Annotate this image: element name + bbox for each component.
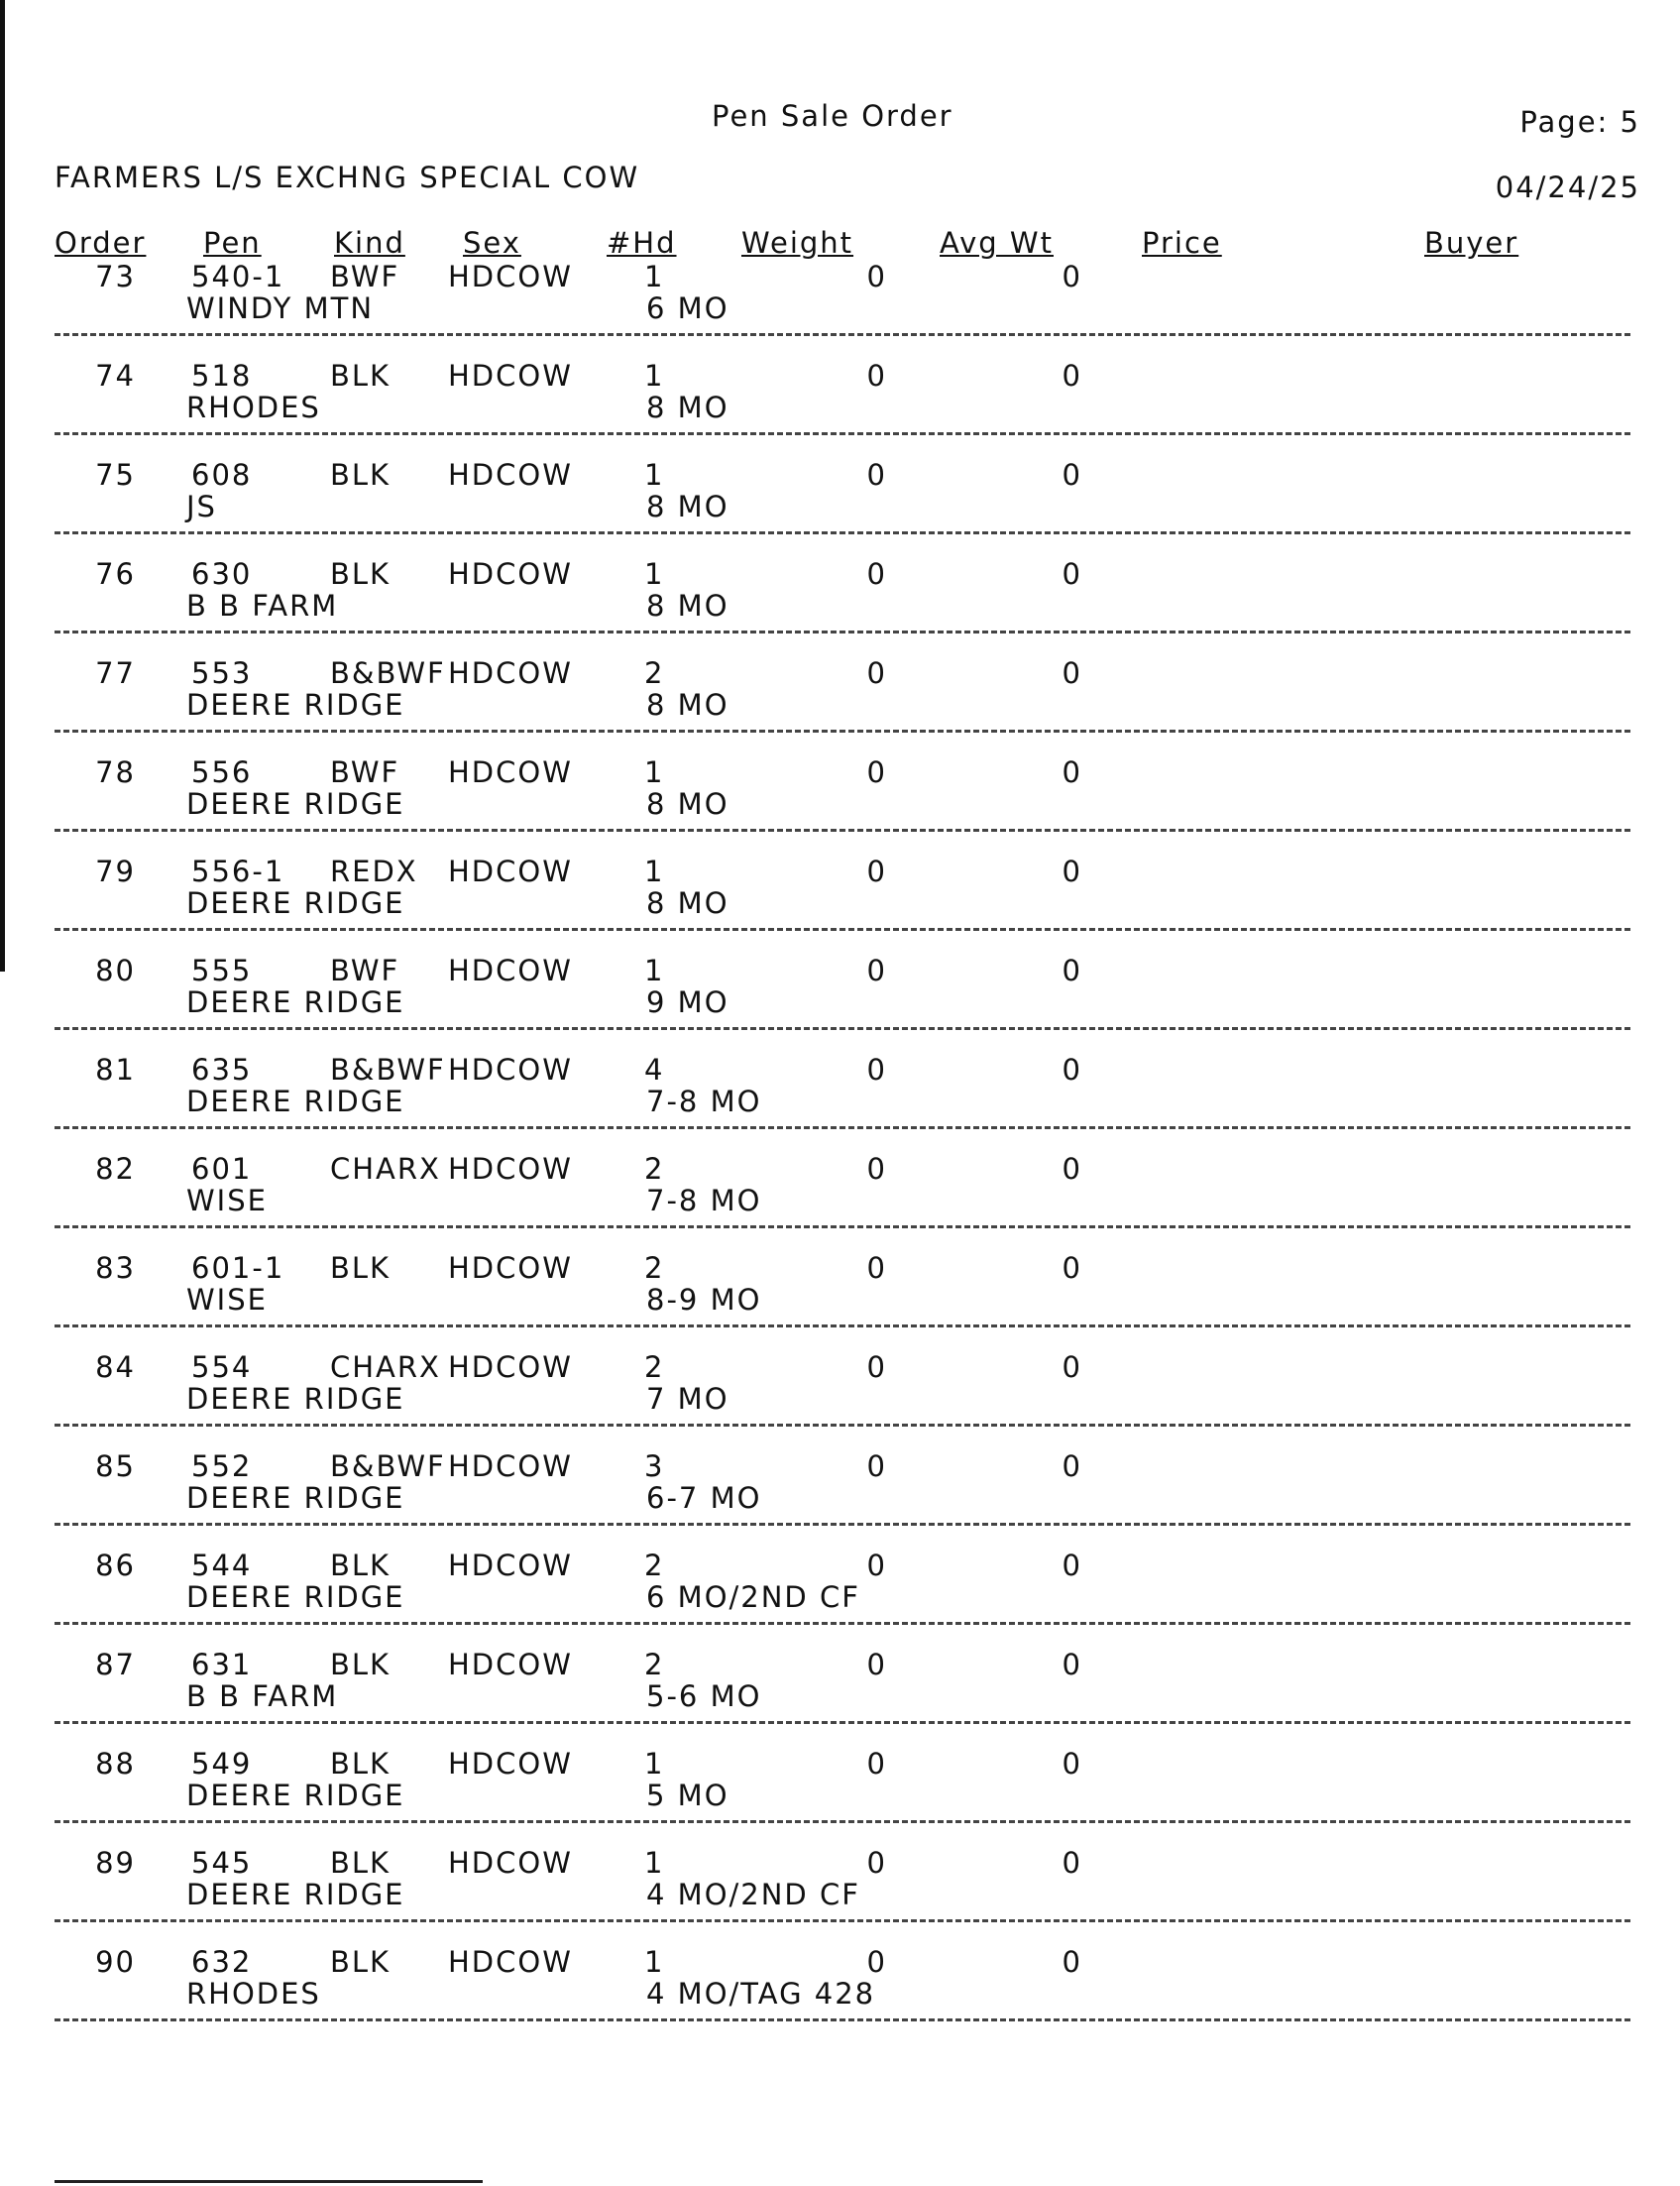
- column-header-pen: Pen: [203, 226, 262, 260]
- row-weight: 0: [866, 1449, 887, 1483]
- row-separator: [55, 1820, 1630, 1823]
- row-note: 4 MO/TAG 428: [646, 1977, 876, 2011]
- row-sex: HDCOW: [448, 1747, 573, 1781]
- row-seller: B B FARM: [186, 1679, 339, 1713]
- row-head-count: 2: [644, 1152, 665, 1186]
- row-avg-weight: 0: [1062, 1152, 1082, 1186]
- row-pen: 608: [191, 458, 253, 492]
- row-avg-weight: 0: [1062, 1648, 1082, 1681]
- row-weight: 0: [866, 1549, 887, 1582]
- row-pen: 540-1: [191, 260, 285, 293]
- row-note: 8 MO: [646, 886, 729, 920]
- row-head-count: 3: [644, 1449, 665, 1483]
- row-order: 90: [95, 1945, 136, 1979]
- row-note: 8 MO: [646, 787, 729, 821]
- table-row: [0, 1648, 1680, 1747]
- row-avg-weight: 0: [1062, 557, 1082, 591]
- row-avg-weight: 0: [1062, 656, 1082, 690]
- row-pen: 518: [191, 359, 253, 393]
- column-header-kind: Kind: [334, 226, 405, 260]
- row-weight: 0: [866, 359, 887, 393]
- row-kind: REDX: [330, 855, 418, 888]
- row-separator: [55, 1424, 1630, 1427]
- row-note: 5-6 MO: [646, 1679, 762, 1713]
- row-order: 74: [95, 359, 136, 393]
- row-pen: 630: [191, 557, 253, 591]
- row-seller: RHODES: [186, 391, 321, 424]
- row-separator: [55, 1126, 1630, 1129]
- row-separator: [55, 2018, 1630, 2021]
- row-avg-weight: 0: [1062, 755, 1082, 789]
- row-avg-weight: 0: [1062, 359, 1082, 393]
- row-head-count: 2: [644, 1549, 665, 1582]
- row-note: 8 MO: [646, 490, 729, 523]
- row-kind: BLK: [330, 458, 392, 492]
- row-pen: 556-1: [191, 855, 285, 888]
- row-head-count: 2: [644, 1648, 665, 1681]
- row-head-count: 1: [644, 359, 665, 393]
- report-title: Pen Sale Order: [712, 99, 953, 133]
- row-sex: HDCOW: [448, 1549, 573, 1582]
- row-pen: 549: [191, 1747, 253, 1781]
- row-kind: B&BWF: [330, 1449, 446, 1483]
- column-header-head-count: #Hd: [607, 226, 677, 260]
- table-row: [0, 1053, 1680, 1152]
- row-separator: [55, 730, 1630, 733]
- row-order: 80: [95, 954, 136, 987]
- row-separator: [55, 1622, 1630, 1625]
- row-head-count: 2: [644, 656, 665, 690]
- column-header-price: Price: [1142, 226, 1222, 260]
- row-order: 86: [95, 1549, 136, 1582]
- row-note: 9 MO: [646, 985, 729, 1019]
- row-seller: WISE: [186, 1283, 268, 1317]
- row-sex: HDCOW: [448, 458, 573, 492]
- row-avg-weight: 0: [1062, 1350, 1082, 1384]
- row-sex: HDCOW: [448, 1846, 573, 1880]
- row-pen: 632: [191, 1945, 253, 1979]
- row-order: 84: [95, 1350, 136, 1384]
- row-sex: HDCOW: [448, 656, 573, 690]
- row-note: 7-8 MO: [646, 1085, 762, 1118]
- table-row: [0, 656, 1680, 755]
- row-avg-weight: 0: [1062, 1945, 1082, 1979]
- row-weight: 0: [866, 1945, 887, 1979]
- table-row: [0, 1152, 1680, 1251]
- row-order: 87: [95, 1648, 136, 1681]
- row-separator: [55, 1225, 1630, 1228]
- row-weight: 0: [866, 260, 887, 293]
- row-seller: DEERE RIDGE: [186, 886, 405, 920]
- row-avg-weight: 0: [1062, 1747, 1082, 1781]
- table-row: [0, 1846, 1680, 1945]
- row-separator: [55, 432, 1630, 435]
- column-header-order: Order: [55, 226, 147, 260]
- row-separator: [55, 531, 1630, 534]
- table-row: [0, 1747, 1680, 1846]
- row-pen: 553: [191, 656, 253, 690]
- row-sex: HDCOW: [448, 1251, 573, 1285]
- row-pen: 555: [191, 954, 253, 987]
- row-sex: HDCOW: [448, 954, 573, 987]
- table-row: [0, 1251, 1680, 1350]
- row-head-count: 1: [644, 954, 665, 987]
- row-separator: [55, 1027, 1630, 1030]
- row-note: 6 MO: [646, 291, 729, 325]
- row-order: 73: [95, 260, 136, 293]
- row-weight: 0: [866, 755, 887, 789]
- row-kind: BLK: [330, 557, 392, 591]
- row-pen: 631: [191, 1648, 253, 1681]
- row-sex: HDCOW: [448, 1449, 573, 1483]
- row-order: 79: [95, 855, 136, 888]
- row-pen: 601: [191, 1152, 253, 1186]
- table-row: [0, 1449, 1680, 1549]
- row-head-count: 1: [644, 458, 665, 492]
- row-kind: BLK: [330, 1846, 392, 1880]
- row-head-count: 2: [644, 1350, 665, 1384]
- row-pen: 545: [191, 1846, 253, 1880]
- row-separator: [55, 631, 1630, 633]
- row-separator: [55, 1324, 1630, 1327]
- row-seller: DEERE RIDGE: [186, 1779, 405, 1812]
- row-avg-weight: 0: [1062, 1053, 1082, 1087]
- row-avg-weight: 0: [1062, 1549, 1082, 1582]
- row-order: 78: [95, 755, 136, 789]
- row-weight: 0: [866, 1053, 887, 1087]
- table-row: [0, 458, 1680, 557]
- row-avg-weight: 0: [1062, 954, 1082, 987]
- row-separator: [55, 333, 1630, 336]
- table-row: [0, 755, 1680, 855]
- row-avg-weight: 0: [1062, 855, 1082, 888]
- row-pen: 635: [191, 1053, 253, 1087]
- row-weight: 0: [866, 656, 887, 690]
- row-head-count: 1: [644, 855, 665, 888]
- row-head-count: 1: [644, 1747, 665, 1781]
- row-order: 81: [95, 1053, 136, 1087]
- row-seller: DEERE RIDGE: [186, 1382, 405, 1416]
- row-order: 75: [95, 458, 136, 492]
- row-separator: [55, 1523, 1630, 1526]
- row-weight: 0: [866, 855, 887, 888]
- row-kind: CHARX: [330, 1152, 441, 1186]
- row-kind: B&BWF: [330, 656, 446, 690]
- row-head-count: 1: [644, 1846, 665, 1880]
- row-note: 7 MO: [646, 1382, 729, 1416]
- row-note: 4 MO/2ND CF: [646, 1878, 860, 1911]
- table-row: [0, 1945, 1680, 2044]
- row-head-count: 1: [644, 557, 665, 591]
- row-kind: BWF: [330, 954, 400, 987]
- row-sex: HDCOW: [448, 1945, 573, 1979]
- row-separator: [55, 1721, 1630, 1724]
- row-head-count: 1: [644, 1945, 665, 1979]
- row-avg-weight: 0: [1062, 260, 1082, 293]
- row-kind: BLK: [330, 1945, 392, 1979]
- row-seller: RHODES: [186, 1977, 321, 2011]
- row-weight: 0: [866, 1350, 887, 1384]
- row-pen: 552: [191, 1449, 253, 1483]
- row-pen: 601-1: [191, 1251, 285, 1285]
- row-sex: HDCOW: [448, 1648, 573, 1681]
- row-seller: DEERE RIDGE: [186, 985, 405, 1019]
- row-seller: DEERE RIDGE: [186, 1878, 405, 1911]
- row-order: 77: [95, 656, 136, 690]
- row-order: 85: [95, 1449, 136, 1483]
- row-order: 76: [95, 557, 136, 591]
- column-header-buyer: Buyer: [1424, 226, 1519, 260]
- row-kind: BWF: [330, 755, 400, 789]
- row-weight: 0: [866, 1648, 887, 1681]
- row-avg-weight: 0: [1062, 1846, 1082, 1880]
- footer-rule: [55, 2180, 483, 2183]
- row-sex: HDCOW: [448, 1053, 573, 1087]
- sale-name: FARMERS L/S EXCHNG SPECIAL COW: [55, 161, 640, 194]
- row-seller: B B FARM: [186, 589, 339, 623]
- row-seller: JS: [186, 490, 217, 523]
- row-head-count: 2: [644, 1251, 665, 1285]
- row-kind: BLK: [330, 1747, 392, 1781]
- table-row: [0, 855, 1680, 954]
- row-order: 88: [95, 1747, 136, 1781]
- row-order: 83: [95, 1251, 136, 1285]
- row-sex: HDCOW: [448, 855, 573, 888]
- row-weight: 0: [866, 954, 887, 987]
- row-weight: 0: [866, 458, 887, 492]
- column-header-avg-weight: Avg Wt: [940, 226, 1054, 260]
- row-note: 8 MO: [646, 589, 729, 623]
- column-header-weight: Weight: [741, 226, 854, 260]
- row-kind: BWF: [330, 260, 400, 293]
- row-head-count: 1: [644, 260, 665, 293]
- row-weight: 0: [866, 1747, 887, 1781]
- row-kind: BLK: [330, 1549, 392, 1582]
- row-kind: BLK: [330, 1251, 392, 1285]
- row-avg-weight: 0: [1062, 458, 1082, 492]
- row-sex: HDCOW: [448, 1350, 573, 1384]
- row-seller: DEERE RIDGE: [186, 1085, 405, 1118]
- row-pen: 556: [191, 755, 253, 789]
- table-row: [0, 260, 1680, 359]
- row-kind: CHARX: [330, 1350, 441, 1384]
- row-seller: DEERE RIDGE: [186, 1481, 405, 1515]
- row-seller: WISE: [186, 1184, 268, 1217]
- row-separator: [55, 829, 1630, 832]
- row-sex: HDCOW: [448, 1152, 573, 1186]
- row-seller: DEERE RIDGE: [186, 688, 405, 722]
- table-row: [0, 954, 1680, 1053]
- row-separator: [55, 928, 1630, 931]
- row-seller: WINDY MTN: [186, 291, 375, 325]
- row-note: 8-9 MO: [646, 1283, 762, 1317]
- row-kind: BLK: [330, 1648, 392, 1681]
- row-sex: HDCOW: [448, 755, 573, 789]
- table-row: [0, 1350, 1680, 1449]
- row-head-count: 4: [644, 1053, 665, 1087]
- row-sex: HDCOW: [448, 359, 573, 393]
- row-sex: HDCOW: [448, 557, 573, 591]
- row-kind: B&BWF: [330, 1053, 446, 1087]
- row-weight: 0: [866, 1152, 887, 1186]
- table-row: [0, 557, 1680, 656]
- row-seller: DEERE RIDGE: [186, 787, 405, 821]
- row-note: 6 MO/2ND CF: [646, 1580, 860, 1614]
- row-weight: 0: [866, 1846, 887, 1880]
- row-pen: 554: [191, 1350, 253, 1384]
- column-header-sex: Sex: [463, 226, 521, 260]
- table-row: [0, 359, 1680, 458]
- table-row: [0, 1549, 1680, 1648]
- row-note: 6-7 MO: [646, 1481, 762, 1515]
- row-sex: HDCOW: [448, 260, 573, 293]
- row-kind: BLK: [330, 359, 392, 393]
- sale-date: 04/24/25: [1495, 171, 1640, 204]
- page-number: Page: 5: [1519, 105, 1640, 139]
- row-head-count: 1: [644, 755, 665, 789]
- row-order: 82: [95, 1152, 136, 1186]
- row-separator: [55, 1919, 1630, 1922]
- row-weight: 0: [866, 1251, 887, 1285]
- row-seller: DEERE RIDGE: [186, 1580, 405, 1614]
- row-note: 5 MO: [646, 1779, 729, 1812]
- row-weight: 0: [866, 557, 887, 591]
- row-note: 8 MO: [646, 688, 729, 722]
- row-pen: 544: [191, 1549, 253, 1582]
- row-avg-weight: 0: [1062, 1449, 1082, 1483]
- row-order: 89: [95, 1846, 136, 1880]
- row-avg-weight: 0: [1062, 1251, 1082, 1285]
- row-note: 8 MO: [646, 391, 729, 424]
- row-note: 7-8 MO: [646, 1184, 762, 1217]
